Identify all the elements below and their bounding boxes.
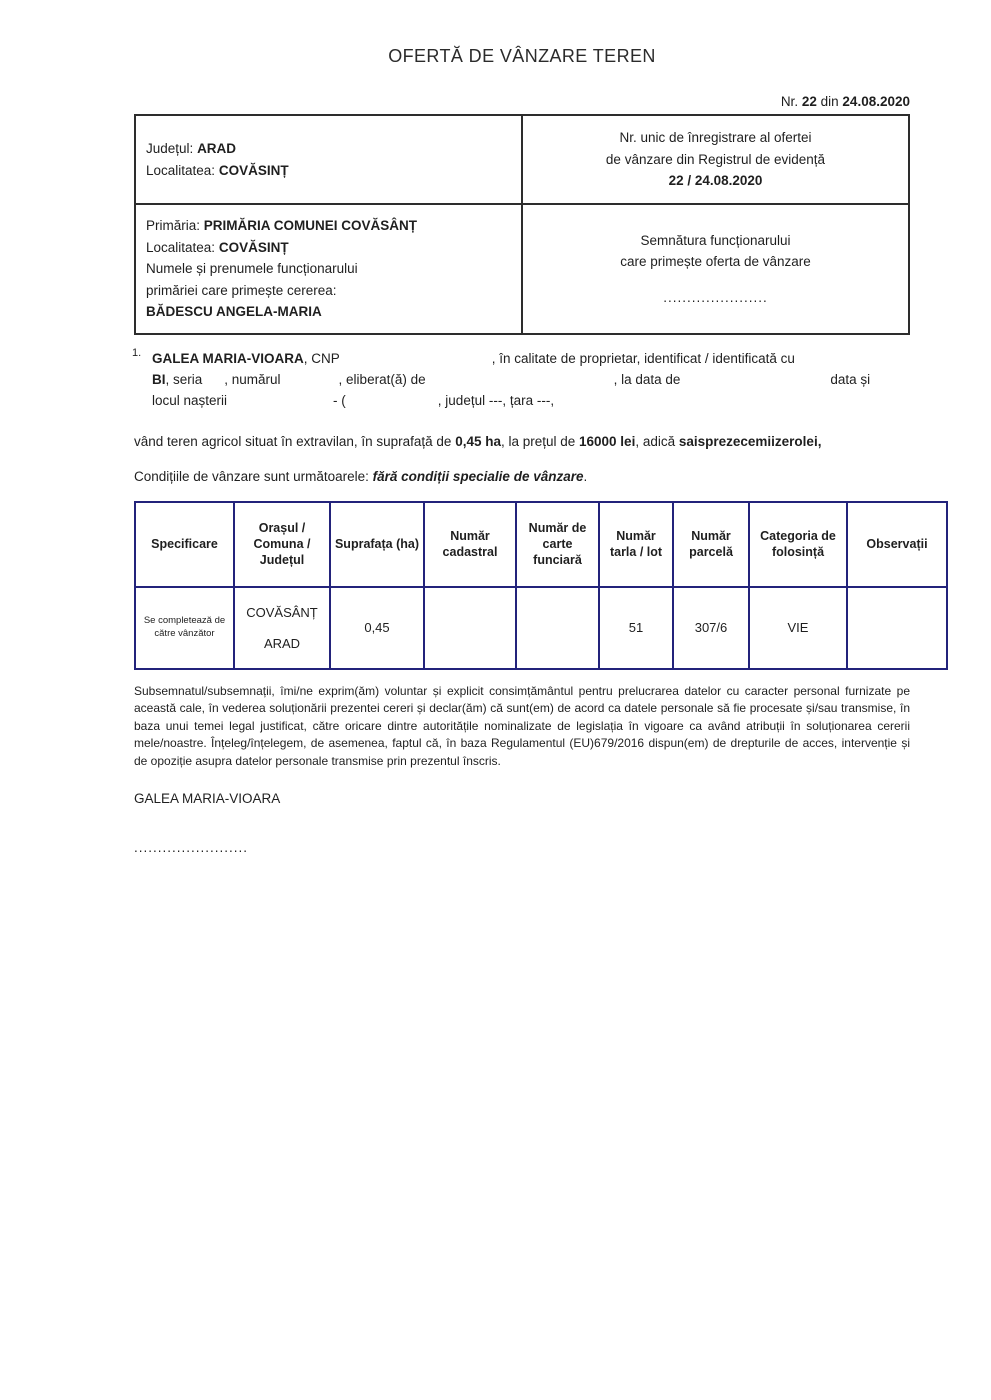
localitate-label: Localitatea: bbox=[146, 162, 216, 178]
col-header-numar-cadastral: Număr cadastral bbox=[424, 502, 516, 587]
locul-label: locul nașterii bbox=[152, 393, 228, 408]
sale-text-3: , adică bbox=[635, 434, 679, 449]
la-data-label: , la data de bbox=[613, 372, 681, 387]
col-header-categoria: Categoria de folosință bbox=[749, 502, 847, 587]
conditions-paragraph bbox=[134, 466, 910, 487]
cnp-label: , CNP bbox=[303, 351, 340, 366]
primaria-line bbox=[146, 215, 511, 237]
cell-judet: ARAD bbox=[263, 635, 301, 651]
doc-type: BI bbox=[152, 372, 166, 387]
cell-tarla-lot: 51 bbox=[599, 587, 673, 669]
semnatura-cell bbox=[522, 204, 909, 334]
signature-dotted-line: ........................ bbox=[134, 840, 249, 855]
semnatura-line-1: Semnătura funcționarului bbox=[640, 232, 791, 248]
sale-price-value: 16000 lei bbox=[579, 434, 636, 449]
cell-oras: COVĂSÂNȚ bbox=[246, 604, 318, 620]
redacted-data-blank bbox=[680, 383, 830, 384]
redacted-locul-blank-1 bbox=[227, 404, 333, 405]
localitate-value: COVĂSINȚ bbox=[218, 162, 289, 178]
functionar-line-1: Numele și prenumele funcționarului bbox=[146, 261, 358, 277]
localitate2-value: COVĂSINȚ bbox=[218, 239, 289, 255]
col-header-suprafata: Suprafața (ha) bbox=[330, 502, 424, 587]
localitate-line bbox=[146, 160, 511, 182]
signature-name: GALEA MARIA-VIOARA bbox=[134, 791, 281, 806]
cell-parcela: 307/6 bbox=[673, 587, 749, 669]
col-header-parcela: Număr parcelă bbox=[673, 502, 749, 587]
seller-line-3-rest: , județul ---, țara ---, bbox=[437, 393, 555, 408]
data-si-label: data și bbox=[830, 372, 871, 387]
gdpr-consent-paragraph: Subsemnatul/subsemnații, îmi/ne exprim(ăm) voluntar și explicit consimțământul pentru prelucrarea datelor cu caracter personal furnizate pe această cale, în vederea soluționării prezentei cereri și declar(ăm) că sunt(em) de acord ca datele personale să fie procesate și/sau transmise, în baza unui temei legal justificat, către oricare dintre autoritățile nominalizate de legislația în vigoare ca având atribuții în soluționarea cererii mele/noastre. Înțeleg/înțelegem, de asemenea, faptul că, în baza Regulamentul (EU)679/2016 dispun(em) de drepturile de acces, intervenție și de opoziție asupra datelor personale transmise prin prezentul înscris. bbox=[134, 683, 910, 768]
reg-number: 22 bbox=[801, 94, 817, 109]
localitate2-line bbox=[146, 237, 511, 259]
land-table-data-row bbox=[135, 587, 947, 669]
redacted-locul-blank-2 bbox=[346, 404, 438, 405]
cell-suprafata: 0,45 bbox=[330, 587, 424, 669]
sale-text-2: , la prețul de bbox=[500, 434, 580, 449]
sale-paragraph bbox=[134, 431, 910, 452]
cell-oras-judet bbox=[234, 587, 330, 669]
header-table bbox=[134, 114, 910, 335]
header-table-row-2 bbox=[135, 204, 909, 334]
col-header-observatii: Observații bbox=[847, 502, 947, 587]
seria-label: , seria bbox=[165, 372, 203, 387]
col-header-specificare: Specificare bbox=[135, 502, 234, 587]
seller-line-1 bbox=[152, 348, 912, 369]
header-table-row-1 bbox=[135, 115, 909, 204]
reg-nr-label: Nr. bbox=[780, 94, 799, 109]
seller-line-2 bbox=[152, 369, 912, 390]
judet-value: ARAD bbox=[197, 140, 237, 156]
registru-line-2: de vânzare din Registrul de evidență bbox=[605, 151, 826, 167]
functionar-line-2: primăriei care primește cererea: bbox=[146, 282, 337, 298]
judet-label: Județul: bbox=[146, 140, 194, 156]
seller-name: GALEA MARIA-VIOARA bbox=[152, 351, 304, 366]
cell-observatii bbox=[847, 587, 947, 669]
col-header-oras-comuna-judet: Orașul / Comuna / Județul bbox=[234, 502, 330, 587]
registru-number: 22 / 24.08.2020 bbox=[668, 173, 763, 189]
land-table-header-row bbox=[135, 502, 947, 587]
conditions-label: Condițiile de vânzare sunt următoarele: bbox=[134, 469, 373, 484]
col-header-tarla-lot: Număr tarla / lot bbox=[599, 502, 673, 587]
redacted-eliberat-blank bbox=[426, 383, 614, 384]
semnatura-line-2: care primește oferta de vânzare bbox=[620, 254, 811, 270]
cell-numar-cadastral bbox=[424, 587, 516, 669]
sale-text-1: vând teren agricol situat în extravilan, în suprafață de bbox=[134, 434, 456, 449]
localitate2-label: Localitatea: bbox=[146, 239, 216, 255]
land-details-table bbox=[134, 501, 948, 670]
eliberat-label: , eliberat(ă) de bbox=[338, 372, 426, 387]
registration-number-line bbox=[134, 94, 910, 109]
registru-line-1: Nr. unic de înregistrare al ofertei bbox=[619, 130, 812, 146]
cell-categoria: VIE bbox=[749, 587, 847, 669]
redacted-cnp-blank bbox=[340, 362, 492, 363]
cell-carte-funciara bbox=[516, 587, 599, 669]
seller-line-3 bbox=[152, 390, 912, 411]
seller-line-1-rest: , în calitate de proprietar, identificat / identificată cu bbox=[491, 351, 795, 366]
primaria-label: Primăria: bbox=[146, 218, 201, 234]
semnatura-dotted-line: ...................... bbox=[663, 289, 768, 305]
col-header-carte-funciara: Număr de carte funciară bbox=[516, 502, 599, 587]
item-number: 1. bbox=[132, 347, 142, 359]
primaria-cell bbox=[135, 204, 522, 334]
conditions-period: . bbox=[583, 469, 588, 484]
redacted-numar-blank bbox=[281, 383, 339, 384]
dash-paren: - ( bbox=[333, 393, 346, 408]
judet-localitate-cell bbox=[135, 115, 522, 204]
reg-din: din bbox=[820, 94, 839, 109]
page-title: OFERTĂ DE VÂNZARE TEREN bbox=[388, 46, 656, 66]
cell-specificare: Se completează de către vânzător bbox=[135, 587, 234, 669]
conditions-value: fără condiții specialie de vânzare bbox=[372, 469, 584, 484]
sale-price-words: saisprezecemiizerolei, bbox=[678, 434, 822, 449]
numarul-label: , numărul bbox=[224, 372, 281, 387]
reg-date: 24.08.2020 bbox=[842, 94, 910, 109]
registru-cell bbox=[522, 115, 909, 204]
city-spacer bbox=[238, 620, 326, 636]
seller-identification-paragraph bbox=[132, 347, 912, 411]
functionar-name: BĂDESCU ANGELA-MARIA bbox=[146, 304, 322, 320]
sale-area-value: 0,45 ha bbox=[455, 434, 501, 449]
redacted-seria-blank bbox=[202, 383, 224, 384]
judet-line bbox=[146, 138, 511, 160]
primaria-value: PRIMĂRIA COMUNEI COVĂSÂNȚ bbox=[203, 218, 418, 234]
